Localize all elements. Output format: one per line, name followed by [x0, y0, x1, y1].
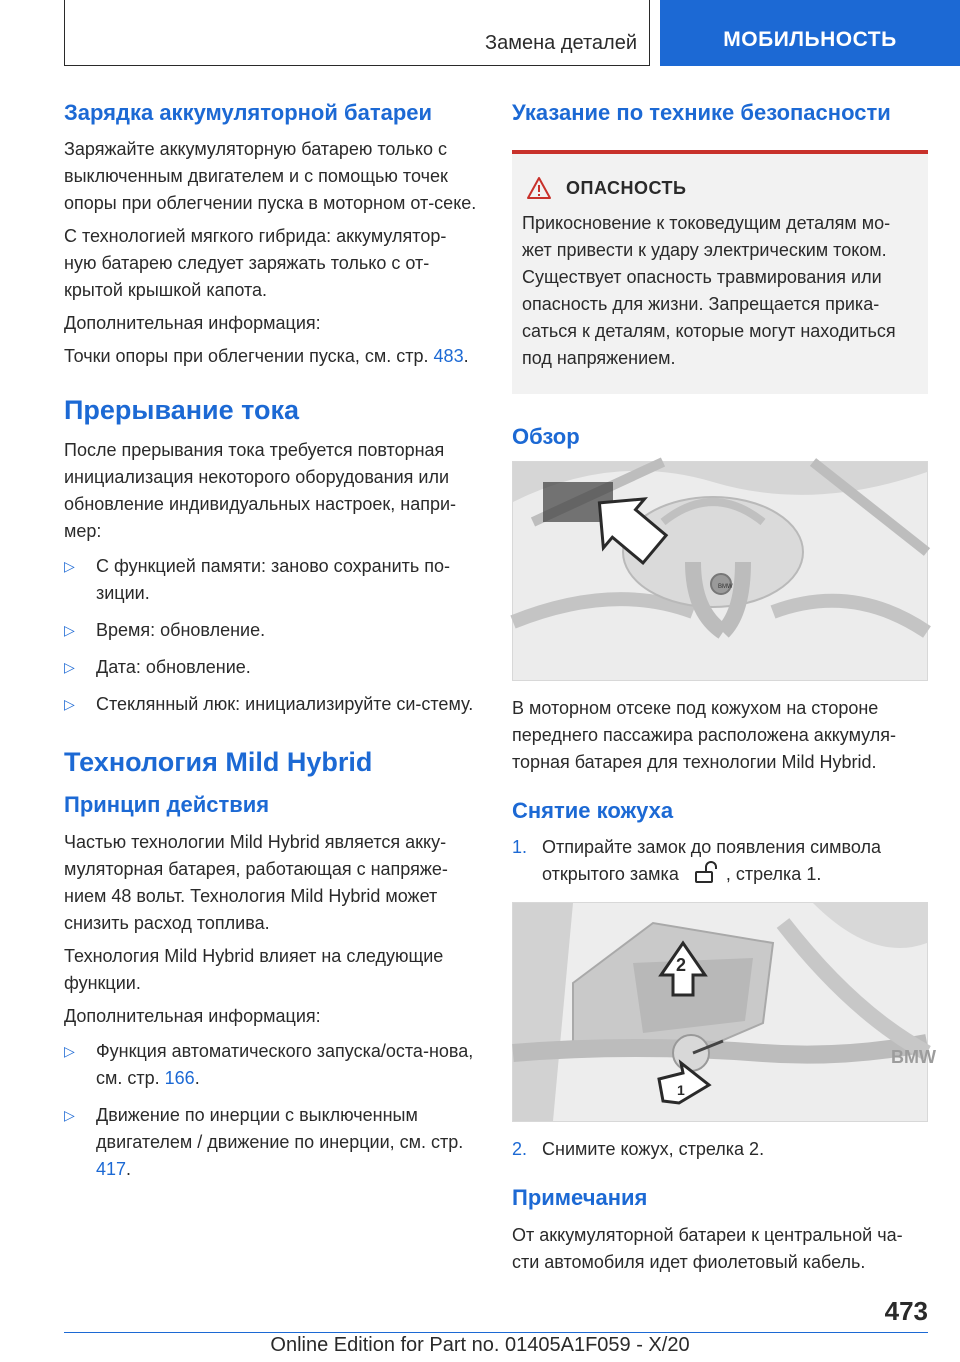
triangle-bullet-icon: ▷ — [64, 695, 75, 712]
step-item: 1. Отпирайте замок до появления символа открытого замка , стрелка 1. — [512, 837, 882, 885]
engine-bay-photo — [512, 461, 928, 681]
arrow-1-label: 1 — [677, 1082, 685, 1099]
list-item: ▷ Стеклянный люк: инициализируйте си-стему. — [64, 691, 478, 718]
header-chapter-tab[interactable]: МОБИЛЬНОСТЬ — [660, 0, 960, 66]
mild-bullet-list — [64, 1038, 478, 1183]
left-column — [64, 100, 478, 1193]
list-item: ▷ С функцией памяти: заново сохранить по-зиции. — [64, 553, 478, 607]
page-link-483[interactable]: 483 — [433, 346, 464, 367]
photo1-badge: BMW — [718, 583, 733, 590]
footer-divider — [64, 1332, 928, 1333]
page-link-166[interactable]: 166 — [164, 1067, 195, 1088]
danger-box — [512, 150, 928, 394]
cover-heading: Снятие кожуха — [512, 797, 674, 823]
charging-p4: Точки опоры при облегчении пуска, см. стр. 483. — [64, 346, 469, 367]
arrow-2-label: 2 — [676, 955, 687, 976]
open-lock-icon — [688, 862, 722, 884]
charging-p3: Дополнительная информация: — [64, 313, 321, 334]
mild-hybrid-heading: Технология Mild Hybrid — [64, 746, 373, 777]
steps-list-1 — [512, 834, 928, 888]
mild-p2: Технология Mild Hybrid влияет на следующие функции. — [64, 945, 444, 993]
page-link-417[interactable]: 417 — [96, 1158, 127, 1179]
triangle-bullet-icon: ▷ — [64, 658, 75, 675]
photo2-badge: BMW — [891, 1047, 936, 1068]
steps-list-2 — [512, 1136, 928, 1163]
interrupt-bullet-list — [64, 553, 478, 718]
charging-heading: Зарядка аккумуляторной батареи — [64, 100, 433, 125]
triangle-bullet-icon: ▷ — [64, 1106, 75, 1123]
right-column — [512, 100, 936, 1282]
overview-heading: Обзор — [512, 424, 580, 450]
triangle-bullet-icon: ▷ — [64, 621, 75, 638]
mild-p1: Частью технологии Mild Hybrid является акку-муляторная батарея, работающая с напряже-нием 48 вольт. Технология Mild Hybrid может снизить расход топлива. — [64, 831, 448, 933]
overview-text: В моторном отсеке под кожухом на стороне переднего пассажира расположена аккумуля-торная батарея для технологии Mild Hybrid. — [512, 697, 896, 772]
header-section-box — [64, 0, 650, 66]
charging-p2: С технологией мягкого гибрида: аккумулятор-ную батарею следует заряжать только с от-крытой крышкой капота. — [64, 226, 447, 301]
mild-p3: Дополнительная информация: — [64, 1005, 321, 1026]
list-item: ▷ Время: обновление. — [64, 617, 478, 644]
list-item: ▷ Дата: обновление. — [64, 654, 478, 681]
triangle-bullet-icon: ▷ — [64, 1042, 75, 1059]
notes-heading: Примечания — [512, 1185, 648, 1211]
interrupt-p1: После прерывания тока требуется повторная инициализация некоторого оборудования или обновление индивидуальных настроек, напри-мер: — [64, 439, 457, 541]
step-item: 2. Снимите кожух, стрелка 2. — [512, 1139, 765, 1160]
danger-text: Прикосновение к токоведущим деталям мо-жет привести к удару электрическим током. Существует опасность травмирования или опасность для жизни. Запрещается прика-саться к деталям, которые могут находиться под напряжением. — [522, 213, 896, 369]
charging-p1: Заряжайте аккумуляторную батарею только с выключенным двигателем и с помощью точек опоры при облегчении пуска в моторном от-секе. — [64, 139, 477, 214]
triangle-bullet-icon: ▷ — [64, 557, 75, 574]
danger-label: ОПАСНОСТЬ — [566, 177, 687, 198]
interrupt-heading: Прерывание тока — [64, 395, 300, 426]
warning-triangle-icon — [526, 176, 552, 200]
principle-heading: Принцип действия — [64, 792, 270, 818]
cover-photo — [512, 902, 936, 1122]
list-item: ▷ Функция автоматического запуска/оста-нова, см. стр. 166. — [64, 1038, 478, 1092]
page-number: 473 — [884, 1296, 928, 1326]
notes-text: От аккумуляторной батареи к центральной ча-сти автомобиля идет фиолетовый кабель. — [512, 1224, 903, 1272]
list-item: ▷ Движение по инерции с выключенным двигателем / движение по инерции, см. стр. 417. — [64, 1102, 478, 1183]
footer-edition: Online Edition for Part no. 01405A1F059 - X/20 — [270, 1334, 690, 1356]
header-section-title: Замена деталей — [485, 32, 637, 54]
safety-heading: Указание по технике безопасности — [512, 100, 891, 125]
